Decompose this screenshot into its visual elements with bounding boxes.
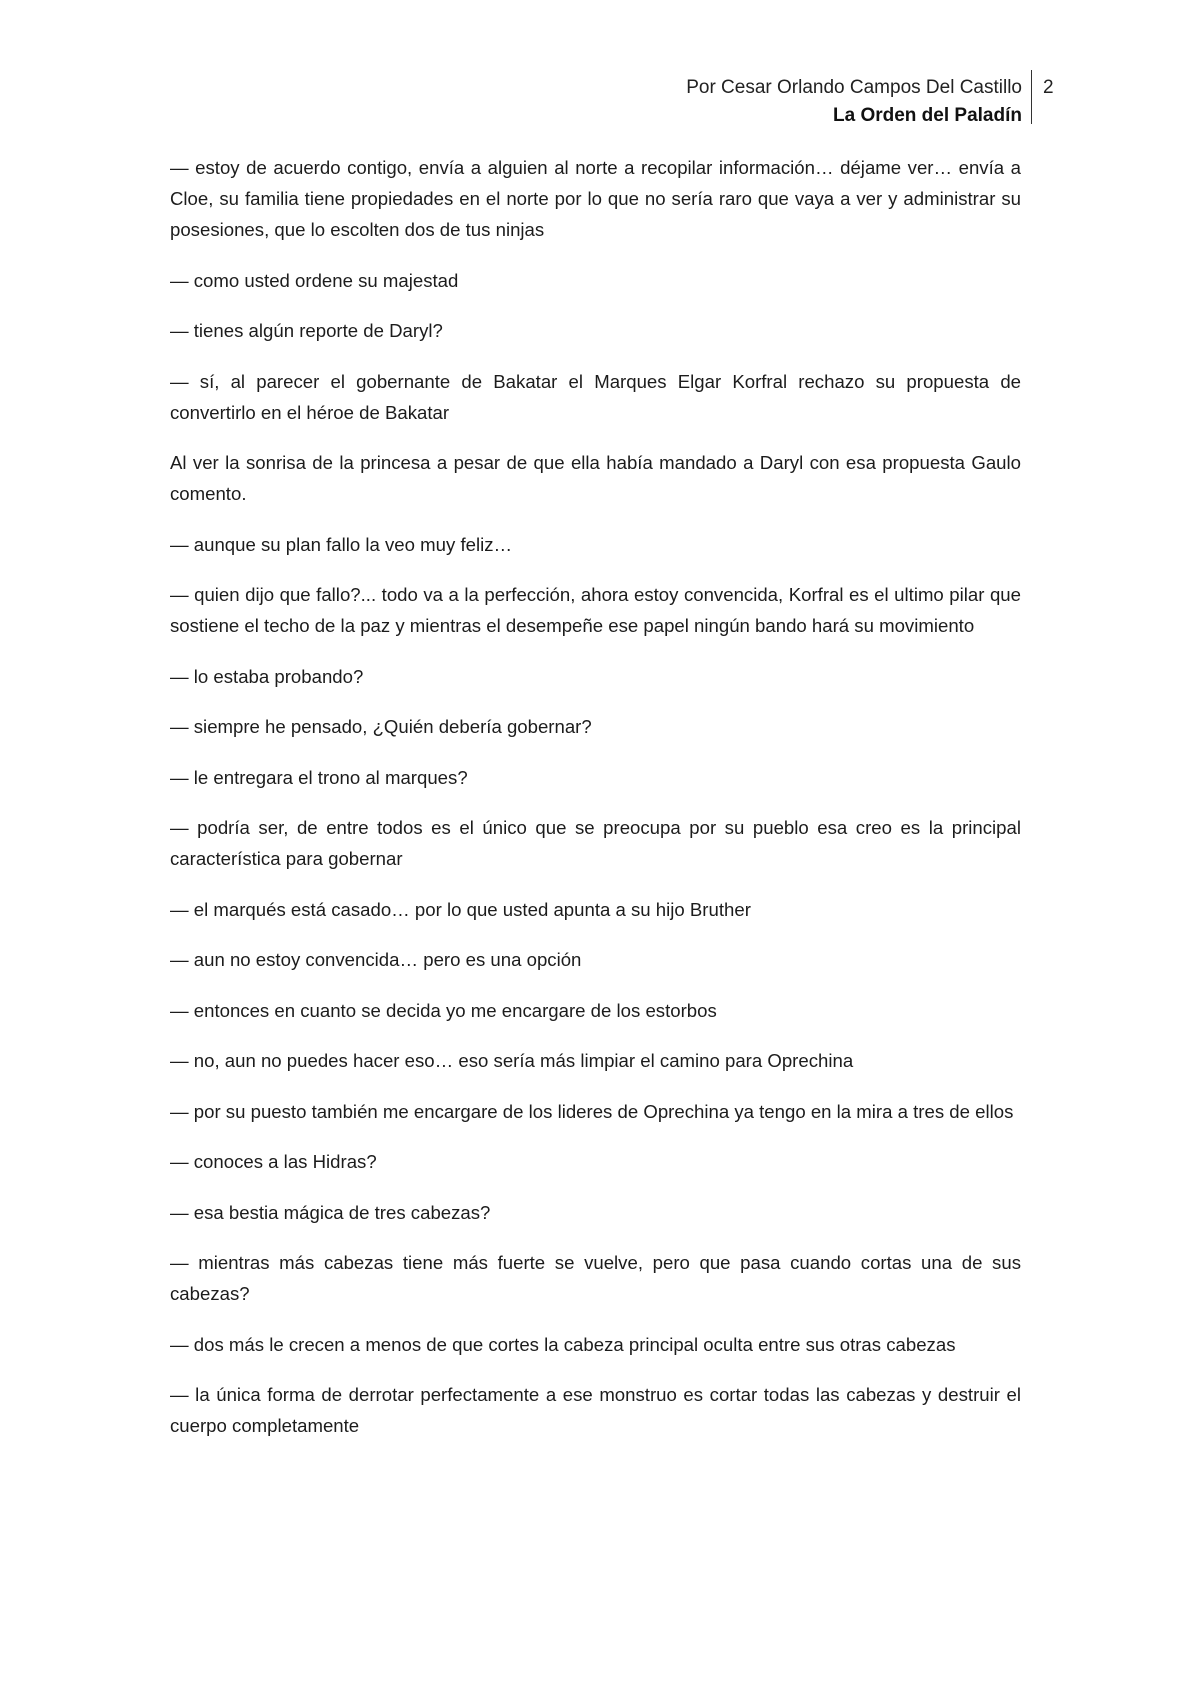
paragraph: — aunque su plan fallo la veo muy feliz… (170, 533, 513, 555)
paragraph: — le entregara el trono al marques? (170, 766, 468, 788)
page-header (0, 70, 1191, 126)
paragraph: — no, aun no puedes hacer eso… eso sería más limpiar el camino para Oprechina (170, 1050, 854, 1071)
paragraph: — sí, al parecer el gobernante de Bakatar el Marques Elgar Korfral rechazo su propuesta de convertirlo en el héroe de Bakatar (170, 370, 1021, 423)
header-book-title: La Orden del Paladín (833, 105, 1022, 126)
page-number: 2 (1043, 77, 1054, 98)
paragraph: — como usted ordene su majestad (170, 269, 459, 291)
body-text (170, 152, 1021, 1461)
paragraph: — tienes algún reporte de Daryl? (170, 320, 443, 341)
paragraph: — aun no estoy convencida… pero es una opción (170, 949, 582, 970)
paragraph: — estoy de acuerdo contigo, envía a alguien al norte a recopilar información… déjame ver… envía a Cloe, su familia tiene propiedades en el norte por lo que no sería raro que vaya a ver y administrar su posesiones, que lo escolten dos de tus ninjas (170, 157, 1021, 240)
paragraph: — conoces a las Hidras? (170, 1151, 377, 1172)
paragraph: — por su puesto también me encargare de los lideres de Oprechina ya tengo en la mira a tres de ellos (170, 1100, 1014, 1122)
paragraph: — siempre he pensado, ¿Quién debería gobernar? (170, 716, 592, 737)
header-divider (1031, 70, 1032, 124)
paragraph: — la única forma de derrotar perfectamente a ese monstruo es cortar todas las cabezas y destruir el cuerpo completamente (170, 1384, 1021, 1436)
paragraph: — el marqués está casado… por lo que usted apunta a su hijo Bruther (170, 898, 751, 920)
paragraph: Al ver la sonrisa de la princesa a pesar de que ella había mandado a Daryl con esa propuesta Gaulo comento. (170, 452, 1021, 504)
paragraph: — podría ser, de entre todos es el único que se preocupa por su pueblo esa creo es la principal característica para gobernar (170, 817, 1021, 869)
header-text-block (686, 74, 1022, 130)
header-author: Por Cesar Orlando Campos Del Castillo (686, 77, 1022, 98)
paragraph: — quien dijo que fallo?... todo va a la perfección, ahora estoy convencida, Korfral es el ultimo pilar que sostiene el techo de la paz y mientras el desempeñe ese papel ningún bando hará su movimiento (170, 584, 1021, 636)
paragraph: — mientras más cabezas tiene más fuerte se vuelve, pero que pasa cuando cortas una de sus cabezas? (170, 1252, 1021, 1304)
paragraph: — dos más le crecen a menos de que cortes la cabeza principal oculta entre sus otras cabezas (170, 1333, 956, 1355)
paragraph: — lo estaba probando? (170, 665, 364, 687)
paragraph: — esa bestia mágica de tres cabezas? (170, 1201, 491, 1223)
paragraph: — entonces en cuanto se decida yo me encargare de los estorbos (170, 999, 717, 1021)
